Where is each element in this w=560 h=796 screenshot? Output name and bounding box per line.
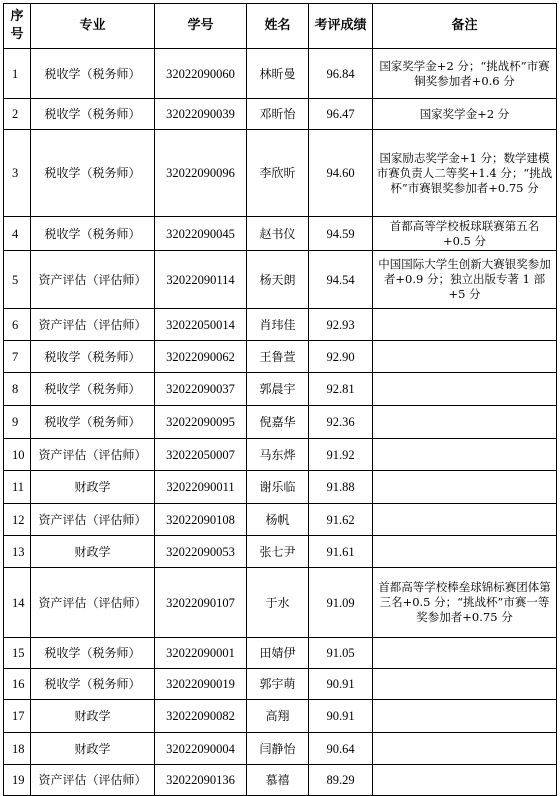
row-note <box>373 765 557 796</box>
row-name: 赵书仪 <box>247 217 309 251</box>
row-name: 肖玮佳 <box>247 309 309 341</box>
row-major: 税收学（税务师） <box>31 669 155 700</box>
row-student-id: 32022050007 <box>155 439 247 471</box>
row-major: 资产评估（评估师） <box>31 251 155 309</box>
row-name: 郭晨宇 <box>247 373 309 406</box>
row-student-id: 32022090001 <box>155 638 247 669</box>
header-name: 姓名 <box>247 4 309 49</box>
row-score: 91.61 <box>309 536 373 568</box>
row-note <box>373 536 557 568</box>
row-seq: 18 <box>4 733 31 765</box>
row-major: 财政学 <box>31 471 155 504</box>
table-row <box>4 536 557 568</box>
table-row <box>4 251 557 309</box>
row-student-id: 32022090045 <box>155 217 247 251</box>
table-row <box>4 309 557 341</box>
table-row <box>4 406 557 439</box>
row-name: 倪嘉华 <box>247 406 309 439</box>
row-seq: 1 <box>4 49 31 99</box>
row-student-id: 32022090136 <box>155 765 247 796</box>
student-score-table <box>3 3 557 796</box>
row-major: 资产评估（评估师） <box>31 309 155 341</box>
row-score: 92.36 <box>309 406 373 439</box>
row-seq: 2 <box>4 99 31 130</box>
table-row <box>4 341 557 373</box>
row-student-id: 32022090108 <box>155 504 247 536</box>
row-score: 90.91 <box>309 669 373 700</box>
row-note <box>373 406 557 439</box>
row-seq: 19 <box>4 765 31 796</box>
row-major: 税收学（税务师） <box>31 638 155 669</box>
row-major: 财政学 <box>31 733 155 765</box>
row-student-id: 32022090062 <box>155 341 247 373</box>
table-row <box>4 439 557 471</box>
row-seq: 8 <box>4 373 31 406</box>
row-major: 财政学 <box>31 536 155 568</box>
row-seq: 15 <box>4 638 31 669</box>
row-seq: 14 <box>4 568 31 638</box>
header-major: 专业 <box>31 4 155 49</box>
row-seq: 12 <box>4 504 31 536</box>
row-name: 马东烨 <box>247 439 309 471</box>
row-major: 税收学（税务师） <box>31 373 155 406</box>
row-score: 92.93 <box>309 309 373 341</box>
row-name: 郭宇萌 <box>247 669 309 700</box>
row-score: 90.64 <box>309 733 373 765</box>
row-name: 高翔 <box>247 700 309 733</box>
row-score: 91.62 <box>309 504 373 536</box>
row-major: 税收学（税务师） <box>31 99 155 130</box>
table-row <box>4 700 557 733</box>
table-header-row <box>4 4 557 49</box>
row-student-id: 32022090039 <box>155 99 247 130</box>
row-note: 首都高等学校棒垒球锦标赛团体第三名+0.5 分；“挑战杯”市赛一等奖参加者+0.75 分 <box>373 568 557 638</box>
row-score: 91.92 <box>309 439 373 471</box>
row-note <box>373 439 557 471</box>
row-name: 杨帆 <box>247 504 309 536</box>
table-row <box>4 638 557 669</box>
row-major: 税收学（税务师） <box>31 406 155 439</box>
row-student-id: 32022090037 <box>155 373 247 406</box>
row-student-id: 32022090107 <box>155 568 247 638</box>
row-score: 92.90 <box>309 341 373 373</box>
row-student-id: 32022090019 <box>155 669 247 700</box>
row-score: 94.59 <box>309 217 373 251</box>
row-score: 92.81 <box>309 373 373 406</box>
row-name: 闫静怡 <box>247 733 309 765</box>
row-name: 邓昕怡 <box>247 99 309 130</box>
row-name: 慕禧 <box>247 765 309 796</box>
row-seq: 10 <box>4 439 31 471</box>
header-seq: 序号 <box>4 4 31 49</box>
row-note: 国家奖学金+2 分 <box>373 99 557 130</box>
row-note <box>373 309 557 341</box>
table-row <box>4 568 557 638</box>
row-seq: 5 <box>4 251 31 309</box>
row-note <box>373 471 557 504</box>
row-seq: 11 <box>4 471 31 504</box>
row-score: 96.84 <box>309 49 373 99</box>
row-note <box>373 638 557 669</box>
row-major: 税收学（税务师） <box>31 341 155 373</box>
row-seq: 7 <box>4 341 31 373</box>
row-score: 90.91 <box>309 700 373 733</box>
row-note: 首都高等学校板球联赛第五名+0.5 分 <box>373 217 557 251</box>
table-row <box>4 504 557 536</box>
header-note: 备注 <box>373 4 557 49</box>
table-row <box>4 373 557 406</box>
header-score: 考评成绩 <box>309 4 373 49</box>
row-major: 税收学（税务师） <box>31 217 155 251</box>
row-note: 国家励志奖学金+1 分；数学建模市赛负责人二等奖+1.4 分；“挑战杯”市赛银奖参加者+0.75 分 <box>373 130 557 217</box>
table-row <box>4 217 557 251</box>
row-note <box>373 700 557 733</box>
row-note <box>373 504 557 536</box>
header-student-id: 学号 <box>155 4 247 49</box>
row-name: 林昕曼 <box>247 49 309 99</box>
row-student-id: 32022090004 <box>155 733 247 765</box>
row-name: 于水 <box>247 568 309 638</box>
table-row <box>4 49 557 99</box>
table-row <box>4 99 557 130</box>
row-note <box>373 733 557 765</box>
row-major: 税收学（税务师） <box>31 130 155 217</box>
row-name: 杨天朗 <box>247 251 309 309</box>
table-row <box>4 669 557 700</box>
row-major: 资产评估（评估师） <box>31 568 155 638</box>
row-student-id: 32022090060 <box>155 49 247 99</box>
row-score: 91.09 <box>309 568 373 638</box>
row-student-id: 32022090096 <box>155 130 247 217</box>
row-name: 张七尹 <box>247 536 309 568</box>
row-score: 94.54 <box>309 251 373 309</box>
row-major: 财政学 <box>31 700 155 733</box>
table-row <box>4 471 557 504</box>
row-name: 李欣昕 <box>247 130 309 217</box>
row-student-id: 32022090114 <box>155 251 247 309</box>
row-name: 田婧伊 <box>247 638 309 669</box>
row-name: 谢乐临 <box>247 471 309 504</box>
table-row <box>4 130 557 217</box>
table-row <box>4 765 557 796</box>
row-seq: 6 <box>4 309 31 341</box>
row-major: 资产评估（评估师） <box>31 765 155 796</box>
row-seq: 3 <box>4 130 31 217</box>
row-note <box>373 341 557 373</box>
row-note: 国家奖学金+2 分；“挑战杯”市赛铜奖参加者+0.6 分 <box>373 49 557 99</box>
row-student-id: 32022090053 <box>155 536 247 568</box>
row-student-id: 32022090082 <box>155 700 247 733</box>
row-score: 94.60 <box>309 130 373 217</box>
row-student-id: 32022050014 <box>155 309 247 341</box>
row-name: 王鲁萱 <box>247 341 309 373</box>
row-note <box>373 669 557 700</box>
row-student-id: 32022090095 <box>155 406 247 439</box>
table-row <box>4 733 557 765</box>
row-seq: 9 <box>4 406 31 439</box>
row-score: 96.47 <box>309 99 373 130</box>
row-score: 91.05 <box>309 638 373 669</box>
row-score: 89.29 <box>309 765 373 796</box>
row-student-id: 32022090011 <box>155 471 247 504</box>
row-seq: 17 <box>4 700 31 733</box>
row-major: 资产评估（评估师） <box>31 504 155 536</box>
row-seq: 13 <box>4 536 31 568</box>
row-score: 91.88 <box>309 471 373 504</box>
row-note <box>373 373 557 406</box>
row-note: 中国国际大学生创新大赛银奖参加者+0.9 分；独立出版专著 1 部+5 分 <box>373 251 557 309</box>
row-major: 税收学（税务师） <box>31 49 155 99</box>
row-major: 资产评估（评估师） <box>31 439 155 471</box>
row-seq: 4 <box>4 217 31 251</box>
row-seq: 16 <box>4 669 31 700</box>
